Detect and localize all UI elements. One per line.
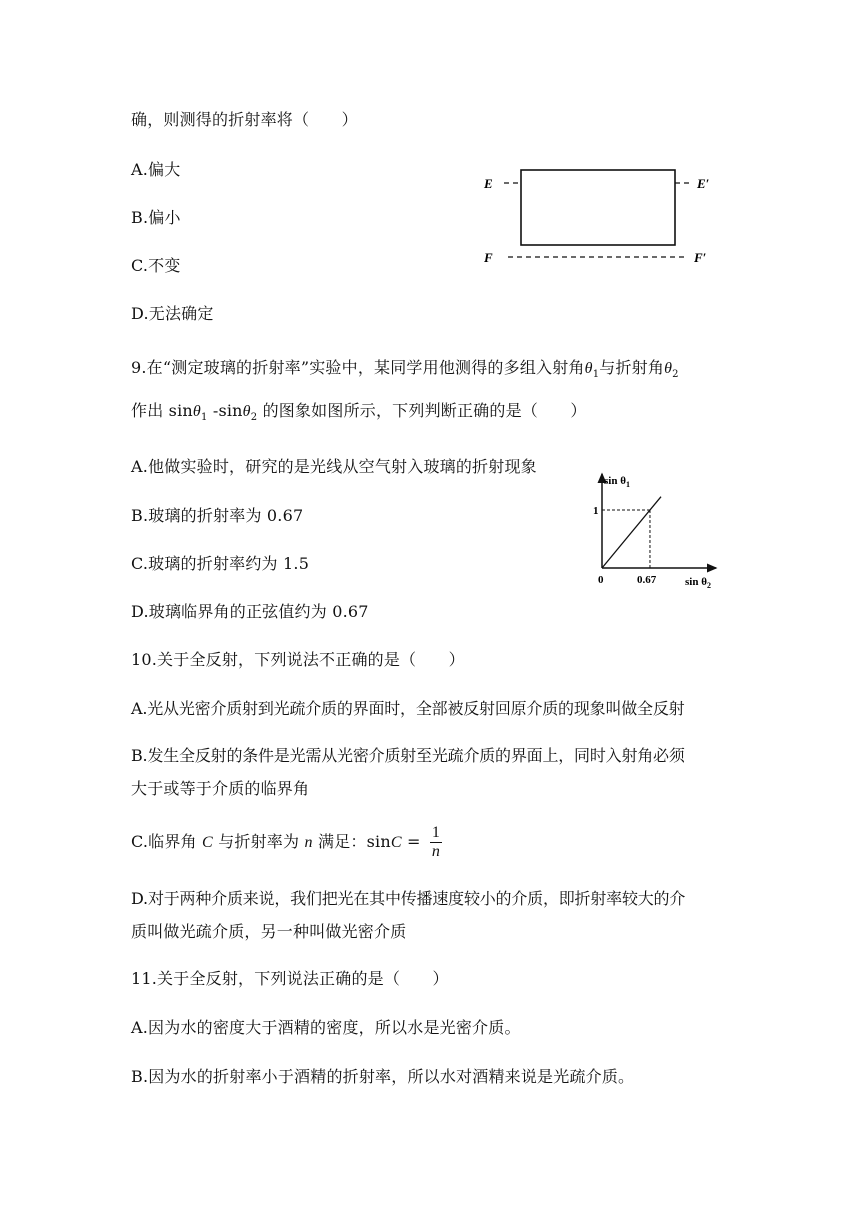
q9-stem-line1: [131, 357, 679, 386]
fraction-numerator: 1: [431, 824, 441, 841]
q10-option-c-symbol-c2: C: [390, 834, 402, 851]
q8-option-c: C.不变: [131, 256, 181, 275]
q10-option-c-a: C.临界角: [131, 832, 203, 851]
q10-option-d-line2: 质叫做光疏介质，另一种叫做光密介质: [131, 922, 407, 941]
q10-option-c-symbol-c: C: [202, 834, 213, 851]
q9-stem-line2-b: -sin: [207, 401, 243, 420]
q9-option-b: B.玻璃的折射率为 0.67: [131, 506, 304, 525]
fraction: [430, 824, 442, 861]
q10-option-c-symbol-n: n: [304, 834, 313, 851]
q9-theta1-sub-b: 1: [200, 412, 208, 423]
q10-option-c-eq: =: [401, 832, 426, 851]
q9-theta1-sub: 1: [592, 369, 600, 380]
q9-theta1: θ: [584, 360, 593, 377]
q9-theta2-sub-b: 2: [250, 412, 258, 423]
y-tick-label: 1: [593, 505, 599, 517]
label-f: F: [484, 250, 493, 265]
glass-block-figure: [478, 164, 718, 268]
q9-stem-line2: [131, 400, 587, 429]
label-f-prime: F′: [694, 250, 707, 265]
origin-label: 0: [598, 574, 604, 586]
q9-theta2-b: θ: [242, 403, 251, 420]
x-tick-label: 0.67: [636, 574, 657, 586]
q10-option-d-line1: D.对于两种介质来说，我们把光在其中传播速度较小的介质，即折射率较大的介: [131, 889, 686, 908]
q11-option-b: B.因为水的折射率小于酒精的折射率，所以水对酒精来说是光疏介质。: [131, 1067, 635, 1086]
q9-theta2: θ: [664, 360, 673, 377]
fraction-denominator: n: [431, 843, 441, 860]
q9-stem-line2-a: 作出 sin: [131, 401, 193, 420]
q9-theta2-sub: 2: [672, 369, 679, 380]
q10-option-c-b: 与折射率为: [212, 832, 305, 851]
q10-option-a: A.光从光密介质射到光疏介质的界面时，全部被反射回原介质的现象叫做全反射: [131, 699, 685, 718]
q10-option-c-c: 满足：sin: [312, 832, 391, 851]
q8-option-a: A.偏大: [131, 160, 181, 179]
label-e: E: [484, 176, 493, 191]
q9-stem-line1-a: 9.在“测定玻璃的折射率”实验中，某同学用他测得的多组入射角: [131, 358, 585, 377]
glass-block-rect: [521, 170, 675, 245]
q9-stem-line1-b: 与折射角: [599, 358, 665, 377]
x-axis-label: $\sin \theta_2$: [685, 576, 711, 590]
q11-stem: 11.关于全反射，下列说法正确的是（ ）: [131, 969, 449, 988]
q10-option-b-line1: B.发生全反射的条件是光需从光密介质射至光疏介质的界面上，同时入射角必须: [131, 746, 685, 765]
q9-option-c: C.玻璃的折射率约为 1.5: [131, 554, 310, 573]
q11-option-a: A.因为水的密度大于酒精的密度，所以水是光密介质。: [131, 1018, 521, 1037]
data-line: [602, 497, 661, 568]
q8-stem-tail: 确，则测得的折射率将（ ）: [131, 110, 358, 129]
q9-option-d: D.玻璃临界角的正弦值约为 0.67: [131, 602, 369, 621]
q10-option-b-line2: 大于或等于介质的临界角: [131, 779, 310, 798]
label-e-prime: E′: [697, 176, 710, 191]
y-axis-label: $\sin \theta_1$: [604, 475, 630, 489]
q9-theta1-b: θ: [192, 403, 201, 420]
q10-stem: 10.关于全反射，下列说法不正确的是（ ）: [131, 650, 465, 669]
q8-option-b: B.偏小: [131, 208, 181, 227]
q8-option-d: D.无法确定: [131, 304, 214, 323]
q10-option-c: [131, 822, 442, 863]
q9-stem-line2-c: 的图象如图所示，下列判断正确的是（ ）: [257, 401, 587, 420]
q9-option-a: A.他做实验时，研究的是光线从空气射入玻璃的折射现象: [131, 457, 537, 476]
sin-theta-graph: [588, 470, 728, 592]
